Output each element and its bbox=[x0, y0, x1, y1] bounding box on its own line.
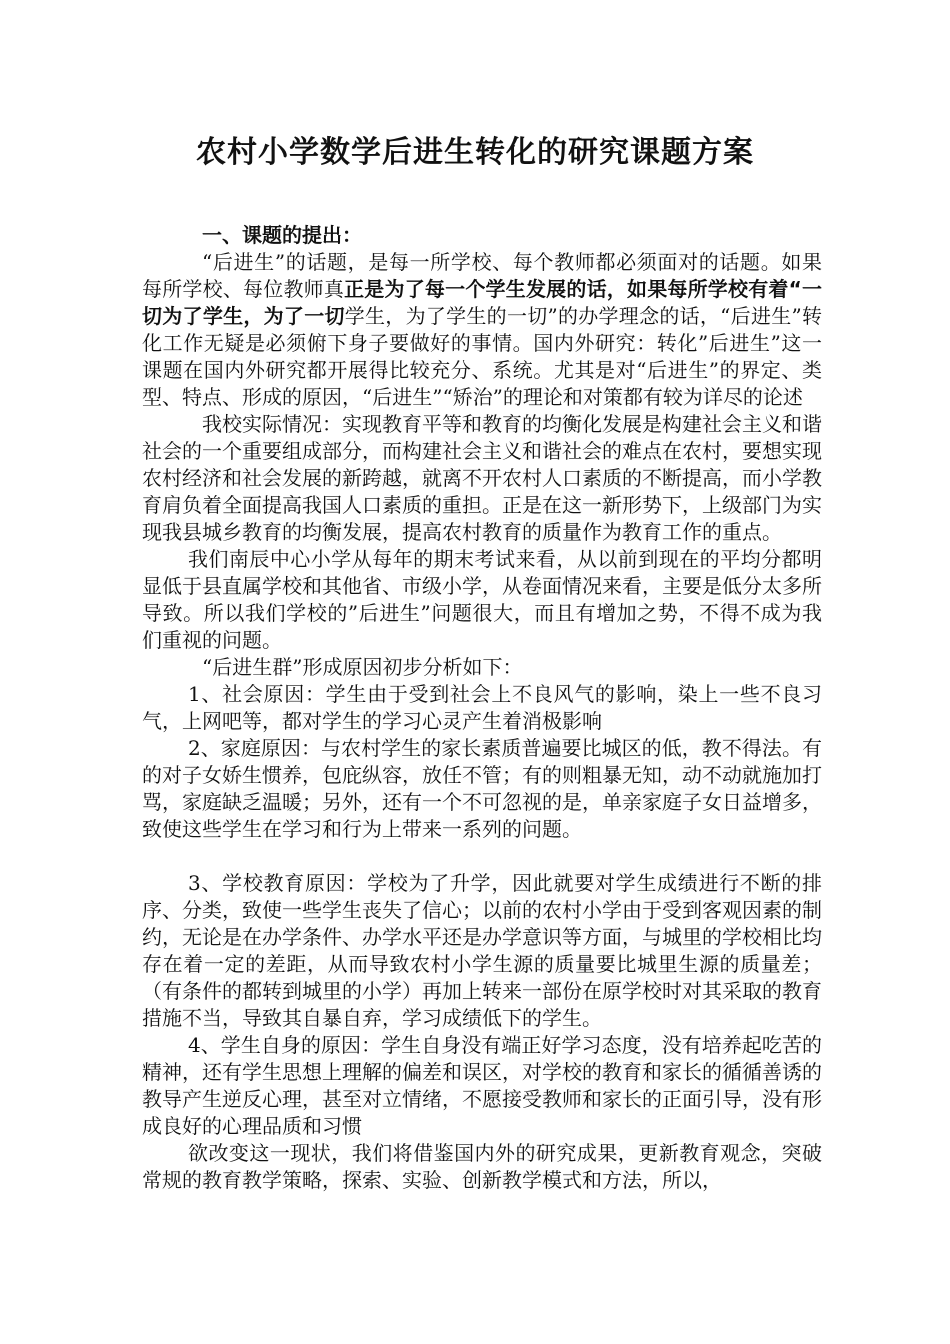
paragraph-text: 学生，为了学生的一切”的办学理念的话，“后进生”转化工作无疑是必须俯下身子要做好的事情。国内外研究：转化”后进生”这一课题在国内外研究都开展得比较充分、系统。尤其是对“后进生”的界定、类型、特点、形成的原因，“后进生”“矫治”的理论和对策都有较为详尽的论述 bbox=[142, 304, 822, 409]
paragraph-exam-results: 我们南辰中心小学从每年的期末考试来看，从以前到现在的平均分都明显低于县直属学校和其他省、市级小学，从卷面情况来看，主要是低分太多所导致。所以我们学校的”后进生”问题很大，而且有增加之势，不得不成为我们重视的问题。 bbox=[142, 547, 822, 652]
blank-line bbox=[142, 843, 822, 870]
document-title: 农村小学数学后进生转化的研究课题方案 bbox=[196, 135, 754, 170]
paragraph-conclusion: 欲改变这一现状，我们将借鉴国内外的研究成果，更新教育观念，突破常规的教育教学策略，探索、实验、创新教学模式和方法，所以， bbox=[142, 1141, 822, 1192]
paragraph-school-situation: 我校实际情况：实现教育平等和教育的均衡化发展是构建社会主义和谐社会的一个重要组成部分，而构建社会主义和谐社会的难点在农村，要想实现农村经济和社会发展的新跨越，就离不开农村人口素质的不断提高，而小学教育肩负着全面提高我国人口素质的重担。正是在这一新形势下，上级部门为实现我县城乡教育的均衡发展，提高农村教育的质量作为教育工作的重点。 bbox=[142, 412, 822, 544]
document-body bbox=[142, 222, 822, 1194]
paragraph-student-cause: 4、学生自身的原因：学生自身没有端正好学习态度，没有培养起吃苦的精神，还有学生思想上理解的偏差和误区，对学校的教育和家长的循循善诱的教导产生逆反心理，甚至对立情绪，不愿接受教师和家长的正面引导，没有形成良好的心理品质和习惯 bbox=[142, 1033, 822, 1138]
section-heading: 一、课题的提出： bbox=[202, 223, 362, 247]
paragraph-text: “后进生”的话题，是每一所学校、每个教师都必须面对的话题。如果每所学校、每位教师真 bbox=[142, 250, 822, 301]
paragraph-topic-intro bbox=[142, 249, 822, 411]
paragraph-social-cause: 1、社会原因：学生由于受到社会上不良风气的影响，染上一些不良习气，上网吧等，都对学生的学习心灵产生着消极影响 bbox=[142, 682, 822, 733]
paragraph-cause-analysis-intro: “后进生群”形成原因初步分析如下： bbox=[202, 655, 523, 679]
paragraph-school-cause: 3、学校教育原因：学校为了升学，因此就要对学生成绩进行不断的排序、分类，致使一些学生丧失了信心；以前的农村小学由于受到客观因素的制约，无论是在办学条件、办学水平还是办学意识等方面，与城里的学校相比均存在着一定的差距，从而导致农村小学生源的质量要比城里生源的质量差；（有条件的都转到城里的小学）再加上转来一部份在原学校时对其采取的教育措施不当，导致其自暴自弃，学习成绩低下的学生。 bbox=[142, 871, 822, 1030]
bold-emphasis-text: 正是为了每一个学生发展的话，如果每所学校有着“一切为了学生，为了一切 bbox=[142, 277, 822, 328]
paragraph-family-cause: 2、家庭原因：与农村学生的家长素质普遍要比城区的低，教不得法。有的对子女娇生惯养，包庇纵容，放任不管；有的则粗暴无知，动不动就施加打骂，家庭缺乏温暖；另外，还有一个不可忽视的是，单亲家庭子女日益增多，致使这些学生在学习和行为上带来一系列的问题。 bbox=[142, 736, 822, 841]
